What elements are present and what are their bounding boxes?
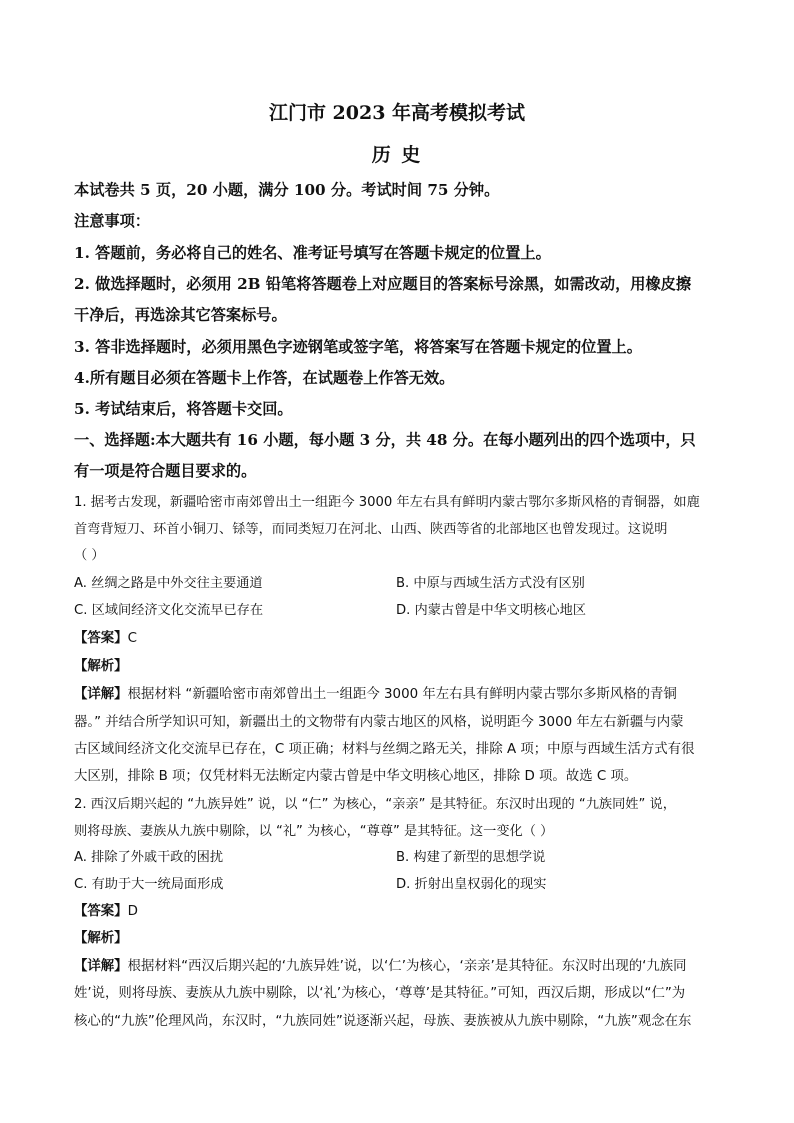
question-1-detail — [74, 683, 677, 702]
question-2-analysis-tag: 【解析】 — [74, 931, 128, 946]
question-1-option-c: C. 区域间经济文化交流早已存在 — [74, 603, 264, 618]
answer-value: C — [127, 631, 137, 646]
question-2-stem: 2. 西汉后期兴起的 “九族异姓” 说，以 “仁” 为核心，“亲亲” 是其特征。东汉时出现的 “九族同姓” 说， — [74, 797, 676, 812]
notice-item: 4.所有题目必须在答题卡上作答，在试题卷上作答无效。 — [74, 369, 455, 387]
detail-tag: 【详解】 — [74, 959, 128, 974]
question-1-stem: 1. 据考古发现，新疆哈密市南郊曾出土一组距今 3000 年左右具有鲜明内蒙古鄂尔多斯风格的青铜器，如鹿 — [74, 495, 700, 510]
question-1-answer — [74, 627, 137, 646]
question-1-analysis-tag: 【解析】 — [74, 659, 128, 674]
question-2-stem: 则将母族、妻族从九族中剔除，以 “礼” 为核心，“尊尊” 是其特征。这一变化（ ） — [74, 824, 554, 839]
answer-tag: 【答案】 — [74, 904, 128, 919]
question-1-option-b: B. 中原与西域生活方式没有区别 — [396, 576, 585, 591]
question-1-option-a: A. 丝绸之路是中外交往主要通道 — [74, 576, 263, 591]
question-2-detail: 姓’说，则将母族、妻族从九族中剔除，以‘礼’为核心，‘尊尊’是其特征。”可知，西汉后期，形成以“仁”为 — [74, 986, 686, 1001]
exam-summary: 本试卷共 5 页，20 小题，满分 100 分。考试时间 75 分钟。 — [74, 181, 500, 199]
subject-title: 历 史 — [371, 144, 423, 166]
detail-text: 根据材料“西汉后期兴起的‘九族异姓’说，以‘仁’为核心，‘亲亲’是其特征。东汉时出现的‘九族同 — [127, 959, 687, 974]
answer-tag: 【答案】 — [74, 631, 128, 646]
question-2-detail — [74, 955, 687, 974]
question-1-detail: 器。” 并结合所学知识可知，新疆出土的文物带有内蒙古地区的风格，说明距今 3000 年左右新疆与内蒙 — [74, 715, 684, 730]
question-1-stem: 首弯背短刀、环首小铜刀、铩等，而同类短刀在河北、山西、陕西等省的北部地区也曾发现过。这说明 — [74, 522, 668, 537]
section-heading: 有一项是符合题目要求的。 — [74, 462, 257, 480]
notice-title: 注意事项： — [74, 212, 150, 230]
notice-item: 1. 答题前，务必将自己的姓名、准考证号填写在答题卡规定的位置上。 — [74, 244, 551, 262]
exam-title: 江门市 2023 年高考模拟考试 — [268, 102, 526, 124]
question-2-option-c: C. 有助于大一统局面形成 — [74, 877, 224, 892]
detail-text: 根据材料 “新疆哈密市南郊曾出土一组距今 3000 年左右具有鲜明内蒙古鄂尔多斯风格的青铜 — [127, 687, 677, 702]
question-1-stem: （ ） — [74, 548, 105, 563]
notice-item: 5. 考试结束后，将答题卡交回。 — [74, 400, 293, 418]
question-2-option-a: A. 排除了外戚干政的困扰 — [74, 850, 224, 865]
question-1-detail: 大区别，排除 B 项；仅凭材料无法断定内蒙古曾是中华文明核心地区，排除 D 项。故选 C 项。 — [74, 769, 638, 784]
detail-tag: 【详解】 — [74, 687, 128, 702]
question-2-detail: 核心的“九族”伦理风尚，东汉时，“九族同姓”说逐渐兴起，母族、妻族被从九族中剔除，“九族”观念在东 — [74, 1014, 692, 1029]
question-2-option-d: D. 折射出皇权弱化的现实 — [396, 877, 547, 892]
question-2-answer — [74, 900, 138, 919]
question-1-option-d: D. 内蒙古曾是中华文明核心地区 — [396, 603, 586, 618]
notice-item: 3. 答非选择题时，必须用黑色字迹钢笔或签字笔，将答案写在答题卡规定的位置上。 — [74, 338, 642, 356]
answer-value: D — [127, 904, 138, 919]
question-1-detail: 古区域间经济文化交流早已存在，C 项正确；材料与丝绸之路无关，排除 A 项；中原与西域生活方式有很 — [74, 742, 695, 757]
notice-item: 干净后，再选涂其它答案标号。 — [74, 306, 287, 324]
question-2-option-b: B. 构建了新型的思想学说 — [396, 850, 546, 865]
section-heading: 一、选择题:本大题共有 16 小题，每小题 3 分，共 48 分。在每小题列出的四个选项中，只 — [74, 431, 696, 449]
notice-item: 2. 做选择题时，必须用 2B 铅笔将答题卷上对应题目的答案标号涂黑，如需改动，用橡皮擦 — [74, 275, 692, 293]
